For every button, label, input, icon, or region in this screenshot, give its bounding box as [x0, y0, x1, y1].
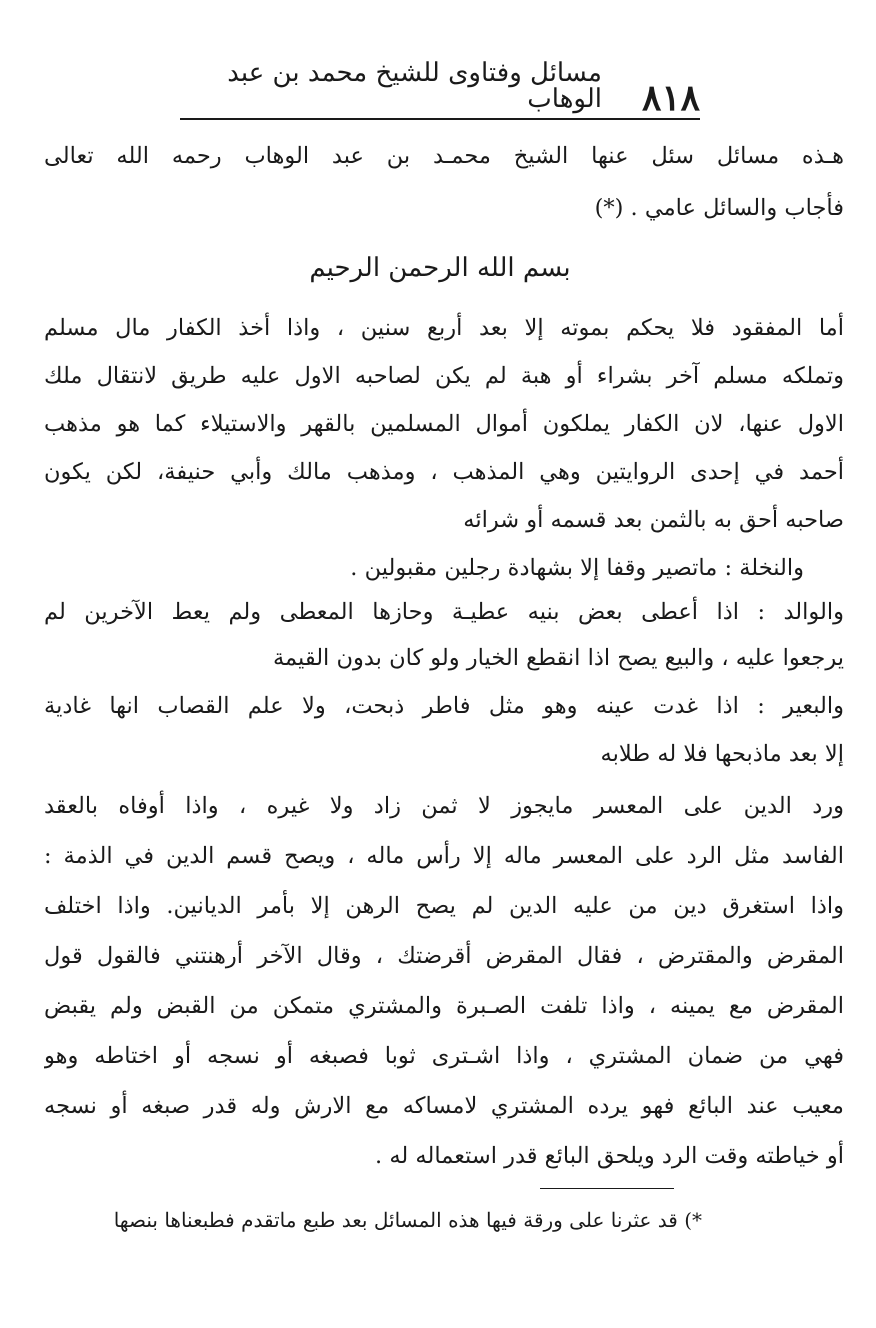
intro-line: هـذه مسائل سئل عنها الشيخ محمـد بن عبد الوهاب رحمه الله تعالى — [44, 143, 844, 169]
body-line: المقرض مع يمينه ، واذا تلفت الصـبرة والمشتري متمكن من القبض ولم يقبض — [44, 993, 844, 1019]
body-line: أو خياطته وقت الرد ويلحق البائع قدر استعماله له . — [375, 1143, 844, 1169]
body-line: وتملكه مسلم آخر بشراء أو هبة لم يكن لصاحبه الاول عليه طريق لانتقال ملك — [44, 363, 844, 389]
intro-line: فأجاب والسائل عامي . (*) — [594, 195, 844, 221]
body-line: والنخلة : ماتصير وقفا إلا بشهادة رجلين مقبولين . — [350, 555, 804, 581]
body-line: أحمد في إحدى الروايتين وهي المذهب ، ومذهب مالك وأبي حنيفة، لكن يكون — [44, 459, 844, 485]
body-line: والبعير : اذا غدت عينه وهو مثل فاطر ذبحت، ولا علم القصاب انها غادية — [44, 693, 844, 719]
body-line: إلا بعد ماذبحها فلا له طلابه — [600, 741, 844, 767]
body-line: معيب عند البائع فهو يرده المشتري لامساكه مع الارش وله قدر صبغه أو نسجه — [44, 1093, 844, 1119]
page-number: ٨١٨ — [641, 77, 700, 119]
body-line: الاول عنها، لان الكفار يملكون أموال المسلمين بالقهر والاستيلاء كما هو مذهب — [44, 411, 844, 437]
body-line: والوالد : اذا أعطى بعض بنيه عطيـة وحازها المعطى ولم يعط الآخرين لم — [44, 599, 844, 625]
footnote: *) قد عثرنا على ورقة فيها هذه المسائل بعد طبع ماتقدم فطبعناها بنصها — [113, 1208, 702, 1232]
body-line: المقرض والمقترض ، فقال المقرض أقرضتك ، وقال الآخر أرهنتني فالقول قول — [44, 943, 844, 969]
body-line: ورد الدين على المعسر مايجوز لا ثمن زاد ولا غيره ، واذا أوفاه بالعقد — [44, 793, 844, 819]
running-head: مسائل وفتاوى للشيخ محمد بن عبد الوهاب — [227, 58, 602, 114]
body-line: الفاسد مثل الرد على المعسر ماله إلا رأس ماله ، ويصح قسم الدين في الذمة : — [44, 843, 844, 869]
body-line: أما المفقود فلا يحكم بموته إلا بعد أربع سنين ، واذا أخذ الكفار مال مسلم — [44, 315, 844, 341]
basmala: بسم الله الرحمن الرحيم — [309, 253, 571, 283]
body-line: واذا استغرق دين من عليه الدين لم يصح الرهن إلا بأمر الديانين. واذا اختلف — [44, 893, 844, 919]
footnote-divider — [540, 1188, 674, 1189]
page-header — [180, 58, 700, 119]
header-rule — [180, 118, 700, 120]
body-line: صاحبه أحق به بالثمن بعد قسمه أو شرائه — [463, 507, 844, 533]
body-line: فهي من ضمان المشتري ، واذا اشـترى ثوبا فصبغه أو نسجه أو اختاطه وهو — [44, 1043, 844, 1069]
body-line: يرجعوا عليه ، والبيع يصح اذا انقطع الخيار ولو كان بدون القيمة — [272, 645, 844, 671]
